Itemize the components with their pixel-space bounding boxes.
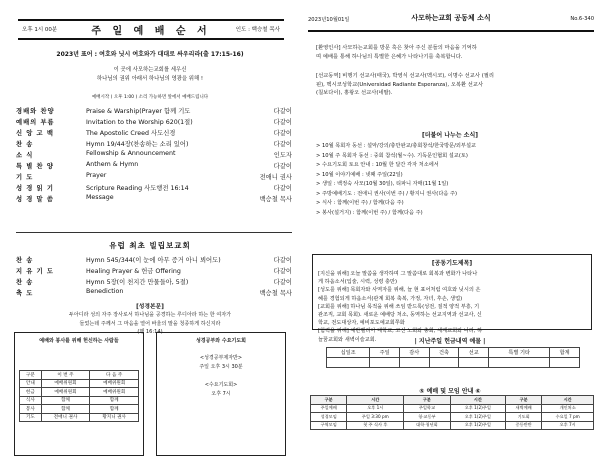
offering-table	[326, 347, 580, 368]
share-item: > 식사 : 함께(이번 주) / 함께(다음 주)	[316, 200, 404, 206]
service-cell: 예배위원회	[41, 388, 90, 397]
service-cell: 예배위원회	[90, 379, 139, 388]
service-cell: 예배위원회	[90, 388, 139, 397]
study-line: <성경공부제자반>	[199, 355, 243, 361]
order-item-person: 인도자	[273, 152, 292, 159]
worship-cell: 오후 1(2)주일	[450, 404, 505, 413]
worship-cell: 시간	[450, 396, 505, 405]
late-note: 예배시작 ( 오후 1:00 ) 소리 가능하면 앞에서 예배드립니다	[91, 95, 209, 100]
order-item-detail: Benediction	[86, 288, 124, 295]
order-item-name: 축 도	[16, 290, 34, 297]
news-rule	[308, 30, 594, 32]
order-row	[16, 288, 292, 299]
order-row	[16, 183, 292, 194]
order-item-detail: Message	[86, 194, 114, 201]
mission-line: [선교동역] 비행기 선교사(태국), 박영식 선교사(멕시코), 이명수 선교사 (필리	[316, 73, 495, 79]
share-item: > 10월 이야기예배 : 넷째 주일(22일)	[316, 171, 403, 178]
bulletin-date: 2023년10월01일	[308, 17, 350, 23]
offering-head: 선교	[459, 348, 489, 358]
service-cell: 함께	[41, 405, 90, 414]
service-cell: 식사	[20, 396, 42, 405]
order-item-name: 특 별 찬 양	[16, 163, 54, 170]
worship-cell: 첫 주 식사 후	[347, 421, 404, 430]
prayer-line: [성도를 위해] 목회자와 사역자를 위해, 늘 현 표어처럼 여호와 닛시의 은	[318, 287, 481, 294]
offering-head: 주일	[370, 348, 400, 358]
order-item-name: 찬 송	[16, 141, 34, 148]
order-item-detail: Fellowship & Announcement	[86, 150, 176, 157]
worship-order-list	[16, 106, 292, 205]
worship-cell: 오후 1(2)주일	[450, 421, 505, 430]
order-row	[16, 161, 292, 172]
right-page	[300, 0, 600, 464]
worship-cell: 오후 7시	[542, 421, 594, 430]
service-cell: 기도	[20, 413, 42, 422]
order-item-person: 다같이	[273, 279, 292, 286]
order-row	[16, 128, 292, 139]
order-item-person: 백승철 목사	[259, 196, 292, 203]
worship-cell: 구역모임	[311, 421, 347, 430]
study-box	[156, 332, 286, 456]
offering-head-row	[327, 348, 580, 358]
study-details	[157, 354, 285, 399]
order-item-person: 다같이	[273, 163, 292, 170]
order-item-name: 지 유 기 도	[16, 268, 54, 275]
scripture-line: (행 16:14)	[137, 329, 163, 335]
service-cell: 함께	[41, 396, 90, 405]
service-cell: 함께	[90, 405, 139, 414]
offering-value-row	[327, 358, 580, 368]
worship-cell: 시간	[542, 396, 594, 405]
worship-cell: 성경모임	[311, 413, 347, 422]
order-item-person: 다같이	[273, 268, 292, 275]
invite-text	[0, 66, 300, 84]
order-item-detail: Hymn 19/44장(찬송하는 소리 있어)	[86, 141, 189, 148]
order-row	[16, 255, 292, 266]
share-item: > 10월 주 목회자 동선 : 중회 참석(월~수). 기독문인협회 설교(토)	[316, 152, 468, 159]
order-row	[16, 117, 292, 128]
order-item-name: 경배와 찬양	[16, 108, 55, 115]
worship-order-header	[18, 21, 284, 37]
offering-head: 감사	[399, 348, 429, 358]
worship-cell: 수요일 7 pm	[542, 413, 594, 422]
service-time: 오후 1시 00분	[22, 27, 58, 33]
bulletin-number: No.6-340	[570, 16, 594, 22]
service-row	[20, 379, 139, 388]
order-item-name: 기 도	[16, 174, 34, 181]
news-title: 사모하는교회 공동체 소식	[411, 14, 491, 22]
service-cell: 예배위원회	[41, 379, 90, 388]
worship-cell: 시간	[347, 396, 404, 405]
order-row	[16, 172, 292, 183]
order-item-person: 다같이	[273, 185, 292, 192]
worship-cell: 청·교동부	[404, 413, 451, 422]
order-item-name: 소 식	[16, 152, 34, 159]
service-team-title: 예배와 봉사를 위해 헌신하는 사람들	[39, 338, 119, 344]
prayer-line: [지신을 위해] 오늘 말씀을 생각하며 그 말씀대로 회복과 변화가 나타나	[318, 271, 478, 277]
worship-cell: 주일학교	[404, 404, 451, 413]
prayer-line: 학교, 전도대상자, 예비포도예교회쭈화	[318, 320, 405, 327]
share-item: > 10월 목회자 동선 : 설악/강의/충만완교/충회창석/한국방문/외부설교	[316, 143, 476, 149]
share-item: > 주방예배기도 : 전애니 권사(이번 주) / 황지니 권사(다음 주)	[316, 190, 458, 197]
mission-notice	[316, 72, 594, 98]
worship-cell: 구분	[505, 396, 541, 405]
offering-value	[370, 358, 400, 368]
service-team-box	[14, 332, 144, 456]
order-item-name: 예배의 부름	[16, 119, 55, 126]
order-item-person: 백승철 목사	[259, 290, 292, 297]
service-cell: 다 음 주	[90, 371, 139, 380]
study-line: <수요기도회>	[204, 382, 238, 388]
share-item: > 봉사(설거지) : 함께(이번 주) / 함께(다음 주)	[316, 209, 423, 216]
prayer-line: 관조직, 교회 목회). 새로운 예배당 처소, 동역하는 선교지역과 선교사, 신	[318, 312, 482, 319]
offering-value	[429, 358, 459, 368]
order-row	[16, 277, 292, 288]
order-item-person: 다같이	[273, 119, 292, 126]
worship-guide-table	[310, 395, 594, 430]
service-cell: 구분	[20, 371, 42, 380]
worship-guide-title: ⑤ 예배 및 모임 안내 ⑥	[419, 388, 481, 395]
order-item-detail: Scripture Reading 사도행전 16:14	[86, 185, 189, 192]
mission-line: 핀), 멕시코성학교(Universidad Radiante Esperanza), 오복환 선교사	[316, 81, 484, 88]
service-team-table	[19, 370, 139, 422]
prayer-line: 늘꿈교회와 새벽이슬교회.	[318, 336, 377, 343]
worship-row	[311, 396, 594, 405]
prayer-list	[313, 267, 591, 344]
service-row	[20, 413, 139, 422]
service-cell: 전애니 권사	[41, 413, 90, 422]
study-line	[157, 372, 285, 381]
order-item-name: 성 경 말 씀	[16, 196, 54, 203]
worship-cell: 오후 1(2)주일	[450, 413, 505, 422]
order-item-detail: Anthem & Hymn	[86, 161, 139, 168]
mission-line: (칠보다이), 홍왕오 선교사(네팔).	[316, 90, 393, 97]
order-row	[16, 266, 292, 277]
order-item-detail: Hymn 5장(이 천지간 만물들아, 5절)	[86, 279, 189, 286]
scripture-line: 들었는데 주께서 그 마음을 열어 바울의 말을 청종하게 하신지라	[79, 320, 221, 327]
worship-cell: 중등반반	[505, 421, 541, 430]
scripture-line: 두아디라 성의 자주 장사로서 하나님을 공경하는 루디아라 하는 한 여자가	[68, 312, 232, 318]
service-row	[20, 371, 139, 380]
offering-head: 특별 기타	[489, 348, 550, 358]
offering-value	[399, 358, 429, 368]
service-cell: 봉사	[20, 405, 42, 414]
news-header	[308, 13, 594, 27]
leader: 인도 : 백승철 목사	[235, 27, 280, 33]
order-item-name: 성 경 읽 기	[16, 185, 54, 192]
order-row	[16, 194, 292, 205]
welcome-notice	[316, 44, 594, 61]
worship-row	[311, 404, 594, 413]
sermon-title: 유럽 최초 빌립보교회	[109, 241, 191, 250]
share-item: > 수요기도회 토요 안내 : 10월 한 달간 각자 처소에서	[316, 162, 439, 168]
header-bottom-rule	[18, 38, 284, 40]
prayer-line: [교회를 위해] 하나님 목적을 위해 쓰임 받드록(성전, 질적 양적 부흥, 기	[318, 303, 480, 310]
worship-cell: 오후 1시	[347, 404, 404, 413]
offering-head: 건축	[429, 348, 459, 358]
service-cell: 이 번 주	[41, 371, 90, 380]
share-title: [더불어 나누는 소식]	[421, 132, 479, 139]
order-item-detail: Prayer	[86, 172, 107, 179]
worship-cell: 구분	[311, 396, 347, 405]
order-row	[16, 139, 292, 150]
prayer-title: [공동기도제목]	[431, 260, 473, 267]
order-item-detail: The Apostolic Creed 사도신경	[86, 130, 176, 137]
worship-cell: 기도회	[505, 413, 541, 422]
order-item-detail: Invitation to the Worship 620(1절)	[86, 119, 193, 126]
service-cell: 헌금	[20, 388, 42, 397]
offering-value	[459, 358, 489, 368]
offering-value	[327, 358, 370, 368]
offering-value	[550, 358, 580, 368]
order-item-name: 찬 송	[16, 257, 34, 264]
study-title: 성경공부와 수요기도회	[195, 338, 247, 344]
worship-cell: 주일예배	[311, 404, 347, 413]
welcome-line: 며 예배를 통해 하나님의 특별한 은혜가 나타나기를 축복합니다.	[316, 53, 463, 60]
service-row	[20, 388, 139, 397]
order-row	[16, 106, 292, 117]
order-item-person: 다같이	[273, 108, 292, 115]
invite-line: 이 곳에 사모하는교회를 세우신	[113, 67, 187, 73]
worship-cell: 대학·청년회	[404, 421, 451, 430]
prayer-line: 게 하옵소서(입술, 시력, 성령 충만)	[318, 279, 398, 286]
offering-title: | 지난주일 헌금내역 예물 |	[414, 338, 486, 345]
service-cell: 함께	[90, 396, 139, 405]
order-item-detail: Hymn 545/344(이 눈에 아무 증거 아니 뵈어도)	[86, 257, 221, 264]
invite-line: 하나님의 권위 아래서 하나님의 영광을 위해 !	[96, 76, 204, 82]
worship-cell: 개인처소	[542, 404, 594, 413]
order-item-person: 전애니 권사	[259, 174, 292, 181]
service-row	[20, 405, 139, 414]
share-item: > 생일 : 백정숙 사모(10월 30일), 티파니 자매(11월 1일)	[316, 181, 449, 187]
share-list	[316, 142, 594, 218]
worship-row	[311, 421, 594, 430]
worship-cell: 새벽예배	[505, 404, 541, 413]
offering-value	[489, 358, 550, 368]
order-row	[16, 150, 292, 161]
order-item-detail: Healing Prayer & 헌금 Offering	[86, 268, 181, 275]
service-cell: 황지니 권사	[90, 413, 139, 422]
welcome-line: [환영인사] 사모하는교회를 방문 혹은 찾아 주신 분들의 마음을 기억하	[316, 45, 477, 51]
order-item-name: 신 앙 고 백	[16, 130, 54, 137]
study-line: 주일 오후 3시 30분	[199, 364, 243, 370]
year-theme: 2023년 표어 : 여호와 닛시 여호와가 대대로 싸우리라(출 17:15-16)	[56, 51, 244, 58]
order-title: 주 일 예 배 순 서	[91, 25, 211, 37]
offering-head: 합계	[550, 348, 580, 358]
worship-row	[311, 413, 594, 422]
worship-cell: 구분	[404, 396, 451, 405]
closing-order-list	[16, 255, 292, 299]
order-item-name: 찬 송	[16, 279, 34, 286]
scripture-title: [성경본문]	[136, 304, 164, 310]
order-item-person: 다같이	[273, 130, 292, 137]
order-item-person: 다같이	[273, 141, 292, 148]
study-line: 오후 7시	[211, 391, 231, 397]
offering-head: 십일조	[327, 348, 370, 358]
service-row	[20, 396, 139, 405]
worship-cell: 주일 3:30 pm	[347, 413, 404, 422]
order-item-detail: Praise & Warship(Prayer 함께 기도	[86, 108, 191, 115]
service-cell: 안내	[20, 379, 42, 388]
prayer-line: 혜를 경험되게 하옵소서(관계 회복 축복, 가정, 자녀, 후손, 생업)	[318, 295, 463, 302]
prayer-line: [힘력을 위해] 예반벨리아 대학교, 고신 노회와 총회, 세계교회와 나라, 하	[318, 328, 483, 335]
order-item-person: 다같이	[273, 257, 292, 264]
divider	[16, 232, 292, 233]
